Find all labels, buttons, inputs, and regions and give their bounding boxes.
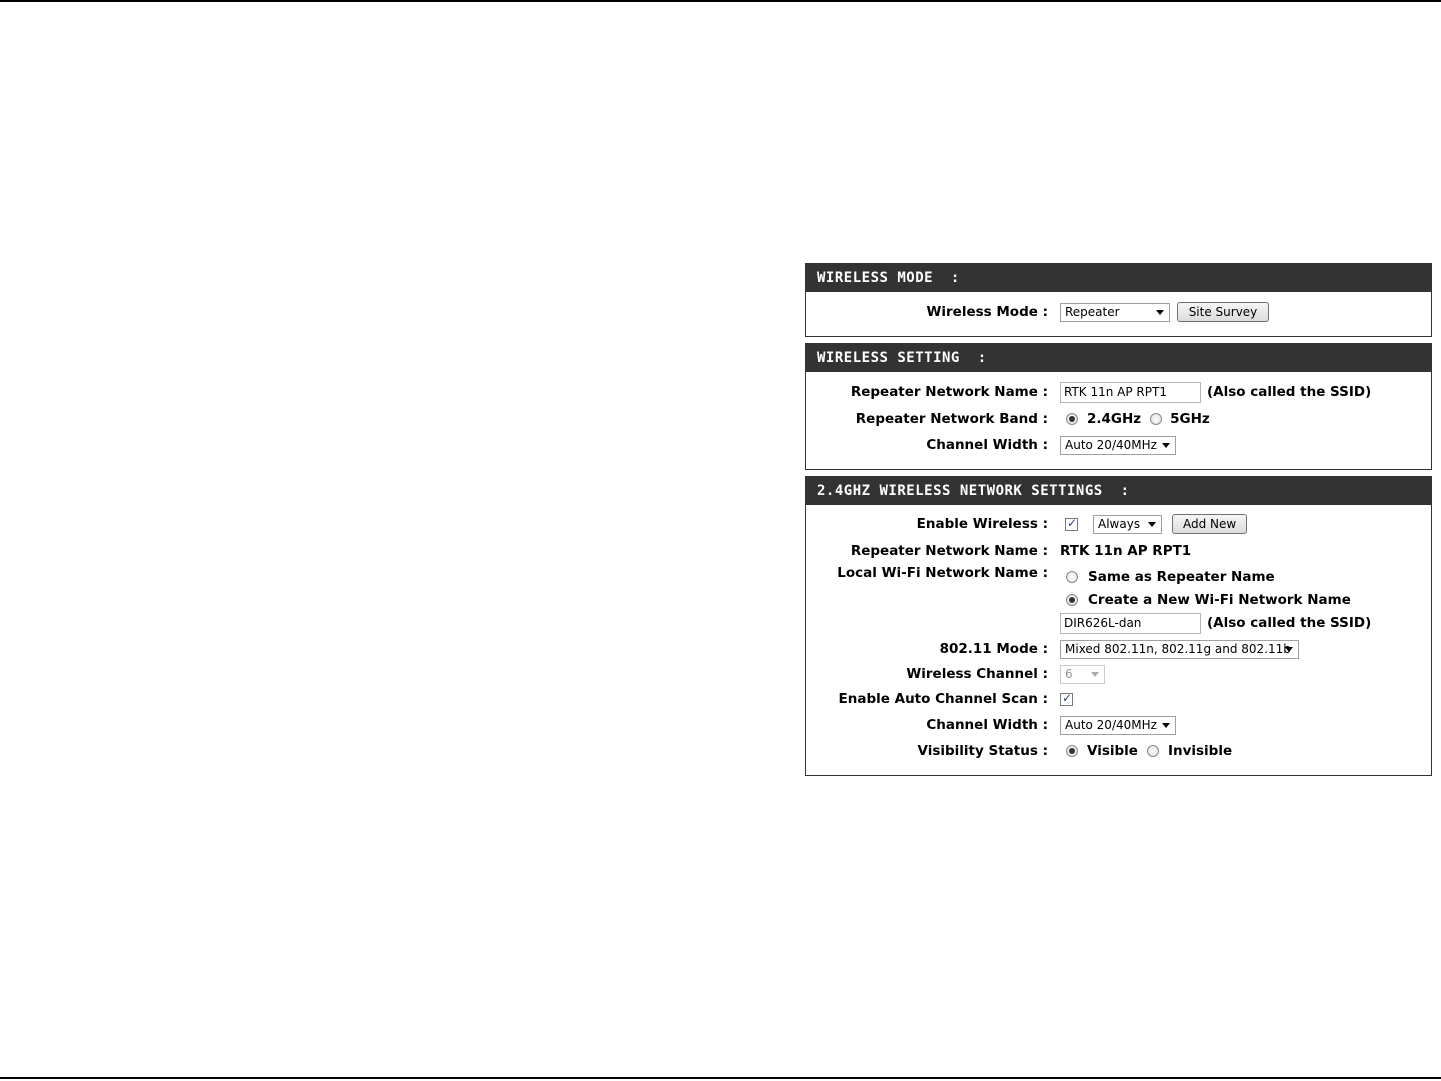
wireless-mode-panel — [805, 263, 1432, 337]
channel-row — [806, 663, 1431, 685]
local-name-input-row — [806, 612, 1431, 634]
schedule-select[interactable] — [1093, 515, 1162, 534]
wireless-setting-panel — [805, 343, 1432, 470]
local-new-label: Create a New Wi-Fi Network Name — [1088, 592, 1351, 608]
local-new-row — [806, 589, 1431, 611]
chevron-down-icon — [1148, 522, 1156, 527]
wireless-mode-select[interactable] — [1060, 303, 1170, 322]
ssid-note: (Also called the SSID) — [1207, 384, 1372, 400]
band-24-label: 2.4GHz — [1087, 411, 1142, 427]
repeater-name-row — [806, 381, 1431, 403]
auto-scan-checkbox[interactable] — [1060, 693, 1073, 706]
wireless-mode-header: WIRELESS MODE : — [806, 264, 1431, 292]
local-new-radio[interactable] — [1066, 594, 1078, 606]
enable-wireless-label: Enable Wireless : — [916, 516, 1048, 532]
band-5-radio[interactable] — [1150, 413, 1162, 425]
top-rule — [0, 0, 1441, 2]
channel-width-select[interactable] — [1060, 436, 1176, 455]
local-name-label: Local Wi-Fi Network Name : — [837, 565, 1048, 581]
channel-width-24-label: Channel Width : — [926, 717, 1048, 733]
visible-radio[interactable] — [1066, 745, 1078, 757]
mode-select[interactable] — [1060, 640, 1299, 659]
auto-scan-row — [806, 688, 1431, 710]
chevron-down-icon — [1091, 672, 1099, 677]
chevron-down-icon — [1156, 310, 1164, 315]
invisible-radio[interactable] — [1147, 745, 1159, 757]
wireless-mode-value: Repeater — [1065, 304, 1120, 319]
band-24-radio[interactable] — [1066, 413, 1078, 425]
mode-value: Mixed 802.11n, 802.11g and 802.11b — [1065, 641, 1291, 656]
repeater-name-label: Repeater Network Name : — [850, 384, 1048, 400]
repeater-name-info-label: Repeater Network Name : — [850, 543, 1048, 559]
wireless-mode-row — [806, 301, 1431, 323]
local-same-row — [806, 566, 1431, 588]
auto-scan-label: Enable Auto Channel Scan : — [838, 691, 1048, 707]
site-survey-button[interactable]: Site Survey — [1177, 302, 1269, 322]
visibility-label: Visibility Status : — [917, 743, 1048, 759]
mode-row — [806, 638, 1431, 660]
enable-wireless-row — [806, 513, 1431, 535]
channel-label: Wireless Channel : — [906, 666, 1048, 682]
channel-width-row — [806, 434, 1431, 456]
wireless-setting-header: WIRELESS SETTING : — [806, 344, 1431, 372]
enable-wireless-checkbox[interactable] — [1065, 518, 1078, 531]
add-new-button[interactable]: Add New — [1172, 514, 1247, 534]
local-same-label: Same as Repeater Name — [1088, 569, 1275, 585]
bottom-rule — [0, 1077, 1441, 1079]
local-name-input[interactable] — [1060, 613, 1201, 634]
channel-width-label: Channel Width : — [926, 437, 1048, 453]
network-24-panel — [805, 476, 1432, 776]
channel-width-value: Auto 20/40MHz — [1065, 437, 1157, 452]
local-same-radio[interactable] — [1066, 571, 1078, 583]
chevron-down-icon — [1162, 723, 1170, 728]
mode-label: 802.11 Mode : — [939, 641, 1048, 657]
local-ssid-note: (Also called the SSID) — [1207, 615, 1372, 631]
band-label: Repeater Network Band : — [855, 411, 1048, 427]
chevron-down-icon — [1285, 647, 1293, 652]
repeater-name-info-value: RTK 11n AP RPT1 — [1060, 543, 1192, 559]
channel-value: 6 — [1065, 666, 1073, 681]
repeater-name-info-row — [806, 540, 1431, 562]
channel-select[interactable] — [1060, 665, 1105, 684]
band-5-label: 5GHz — [1170, 411, 1210, 427]
band-row — [806, 408, 1431, 430]
schedule-value: Always — [1098, 516, 1141, 531]
visibility-row — [806, 740, 1431, 762]
repeater-name-input[interactable] — [1060, 382, 1201, 403]
channel-width-24-select[interactable] — [1060, 716, 1176, 735]
invisible-label: Invisible — [1167, 743, 1233, 759]
network-24-header: 2.4GHZ WIRELESS NETWORK SETTINGS : — [806, 477, 1431, 505]
chevron-down-icon — [1162, 443, 1170, 448]
channel-width-24-value: Auto 20/40MHz — [1065, 717, 1157, 732]
visible-label: Visible — [1087, 743, 1138, 759]
channel-width-24-row — [806, 714, 1431, 736]
wireless-mode-label: Wireless Mode : — [926, 304, 1048, 320]
